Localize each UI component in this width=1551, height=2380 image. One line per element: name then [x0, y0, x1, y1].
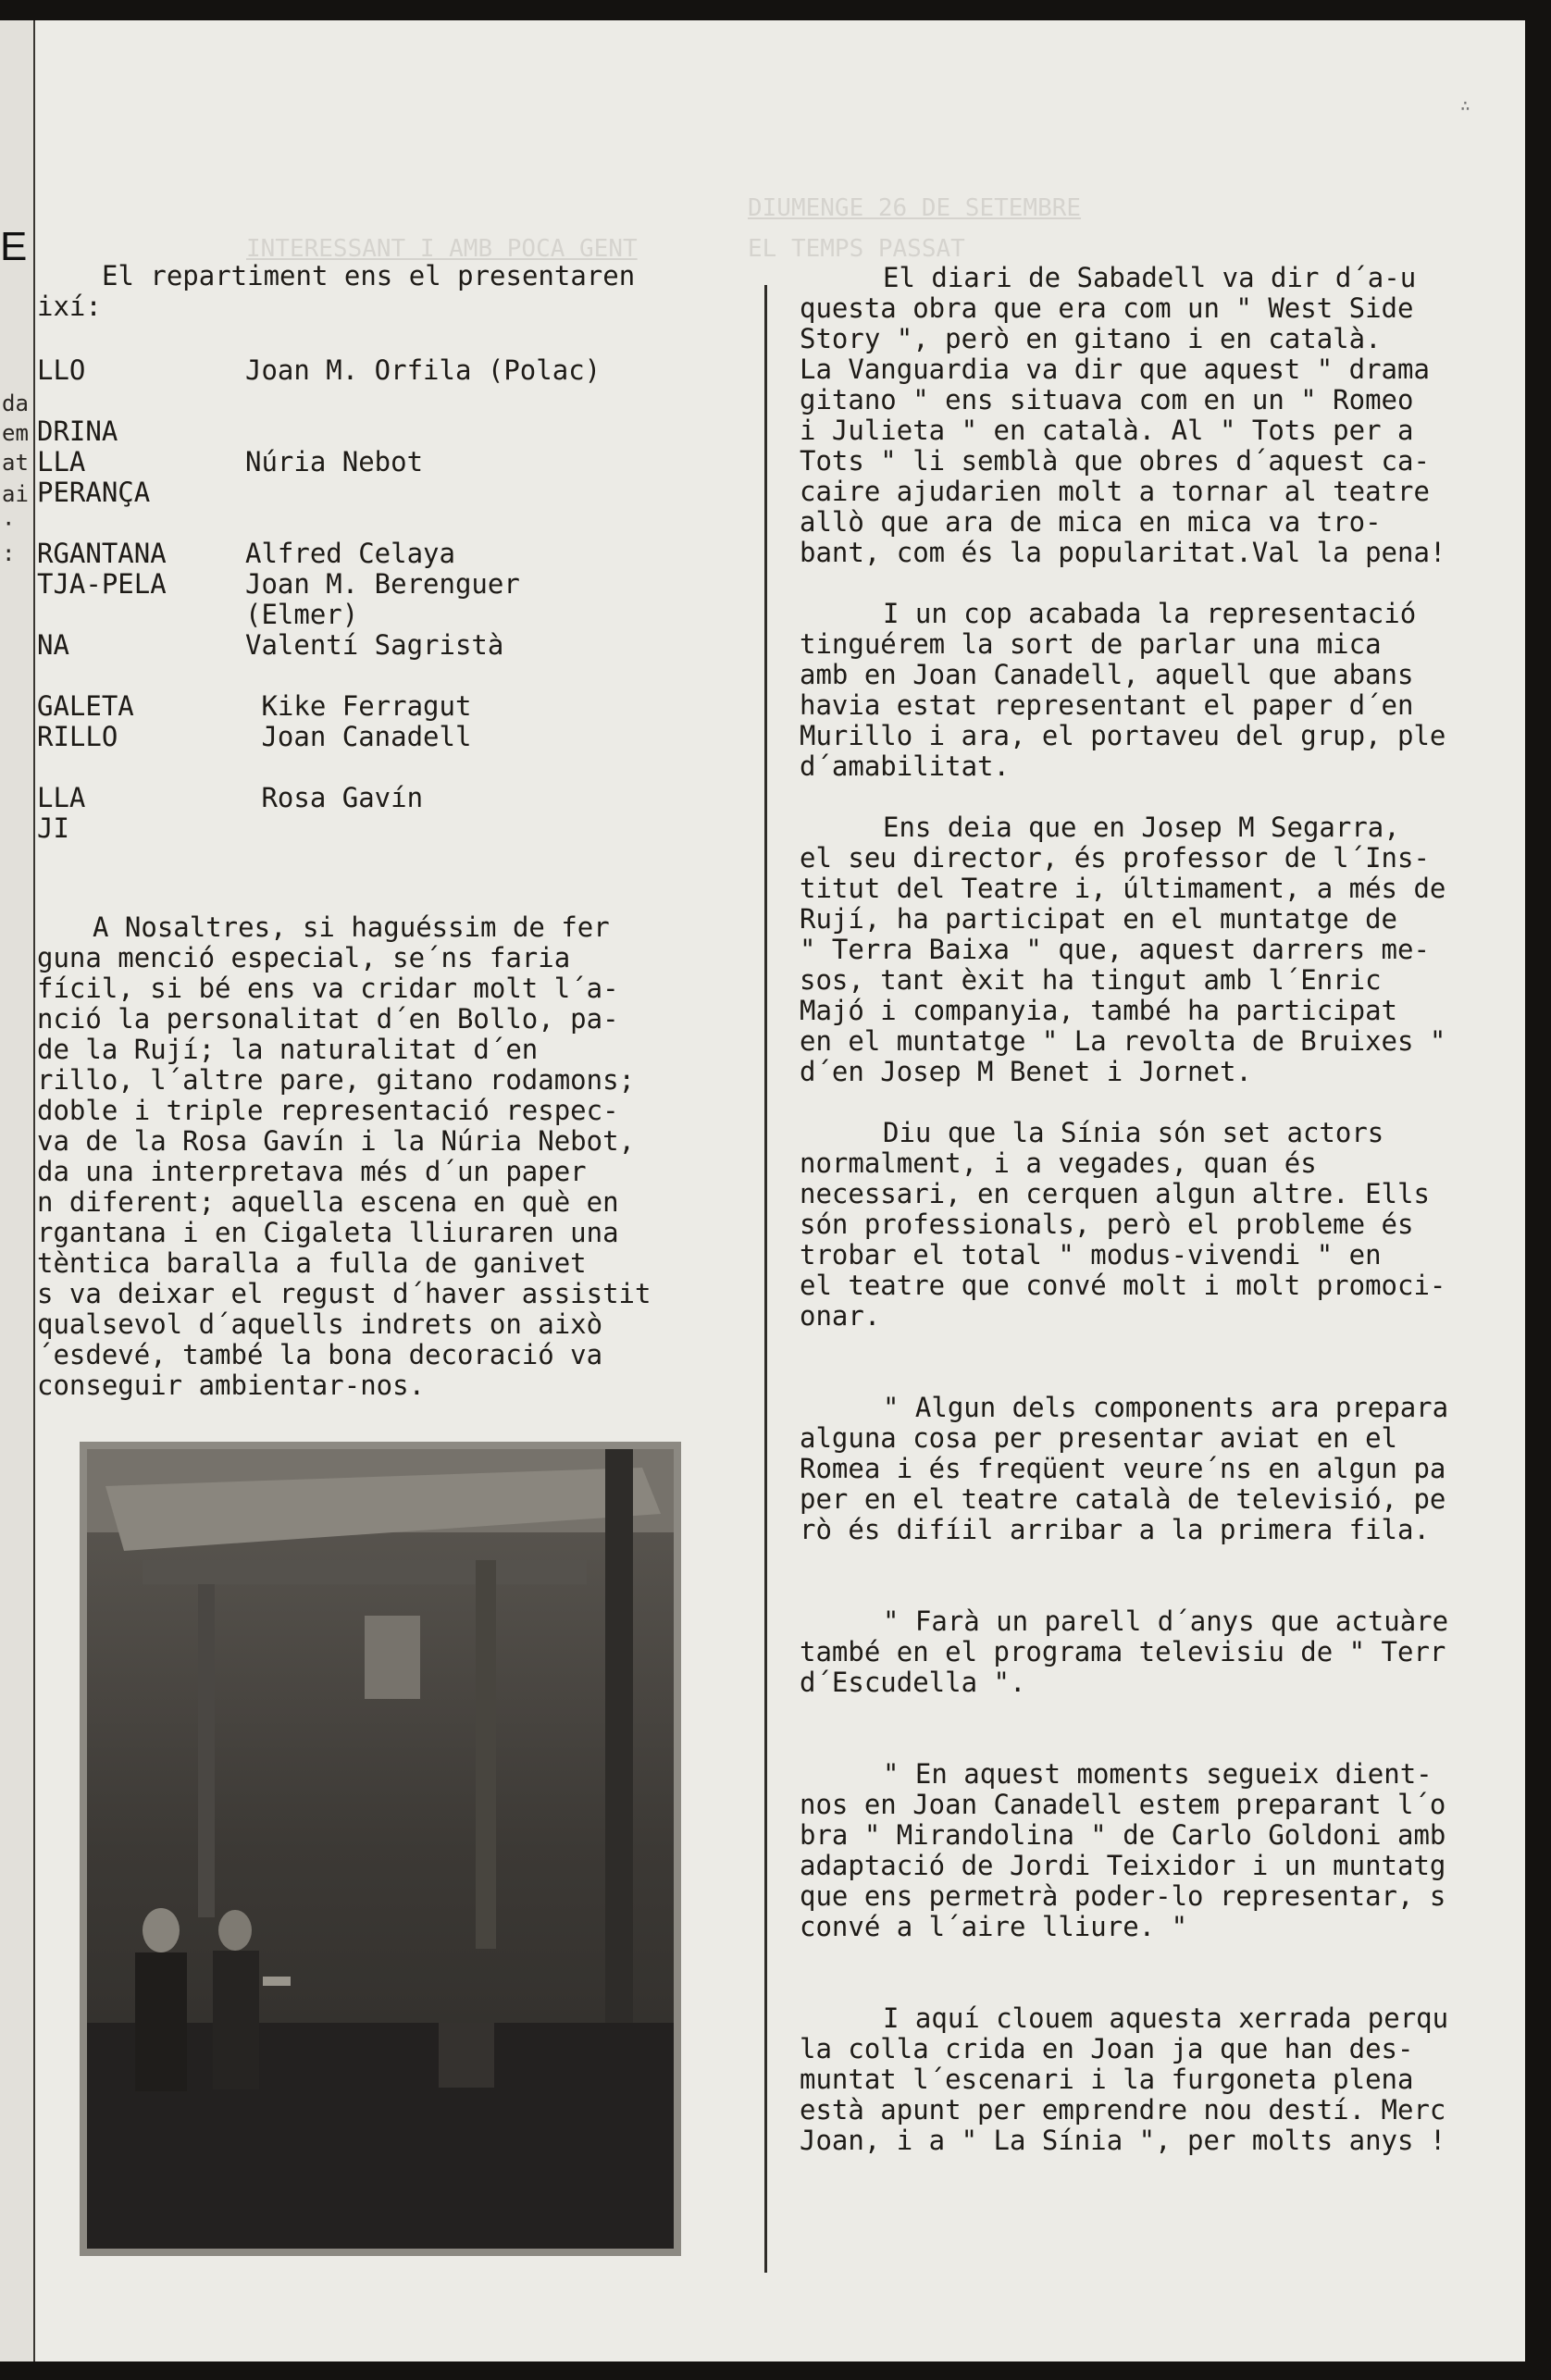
show-through-heading: DIUMENGE 26 DE SETEMBRE [748, 194, 1082, 222]
show-through-heading: INTERESSANT I AMB POCA GENT [246, 235, 638, 263]
cast-row [37, 447, 750, 477]
cast-role: JI [37, 812, 69, 844]
cast-row [37, 783, 750, 813]
right-column [800, 263, 1525, 2187]
stage-photo-image [87, 1449, 674, 2249]
body-paragraph: Diu que la Sínia són set actors normalment, i a vegades, quan és necessari, en cerquen algun altre. Ells són professionals, però el probleme és trobar el total " modus-vivendi " en el teatre que convé molt i molt promoci- onar. [800, 1117, 1446, 1332]
cast-actor: Joan Canadell [245, 721, 472, 752]
cast-actor: Joan M. Berenguer [245, 568, 520, 600]
intro-line: ixí: [37, 291, 102, 322]
body-paragraph: " Farà un parell d´anys que actuàre també en el programa televisiu de " Terr d´Escudella ". [800, 1605, 1449, 1698]
edge-fragment: da [2, 390, 29, 416]
speck-mark: ∴ [1460, 96, 1470, 116]
cast-role: LLA [37, 782, 86, 813]
cast-actor: Joan M. Orfila (Polac) [245, 354, 602, 386]
cast-role: RGANTANA [37, 538, 167, 569]
cast-row [37, 539, 750, 569]
body-paragraph: I aquí clouem aquesta xerrada perqu la colla crida en Joan ja que han des- muntat l´escenari i la furgoneta plena està apunt per emprendre nou destí. Merc Joan, i a " La Sínia ", per molts anys ! [800, 2002, 1449, 2156]
cast-row [37, 813, 750, 844]
cast-row [37, 722, 750, 752]
edge-fragment: · [2, 511, 16, 537]
body-paragraph: El diari de Sabadell va dir d´a-u questa obra que era com un " West Side Story ", però en gitano i en català. La Vanguardia va dir que aquest " drama gitano " ens situava com en un " Romeo i Julieta " en català. Al " Tots per a Tots " li semblà que obres d´aquest ca- caire ajudarien molt a tornar al teatre allò que ara de mica en mica va tro- bant, com és la popularitat.Val la pena! [800, 262, 1446, 568]
body-paragraph: " En aquest moments segueix dient- nos en Joan Canadell estem preparant l´o bra " Mirandolina " de Carlo Goldoni amb adaptació de Jordi Teixidor i un muntatg que ens permetrà poder-lo representar, s convé a l´aire lliure. " [800, 1758, 1446, 1942]
cast-role: LLO [37, 354, 86, 386]
cast-row [37, 416, 750, 447]
cast-row [37, 569, 750, 600]
cast-row [37, 691, 750, 722]
intro-line: El repartiment ens el presentaren [102, 260, 636, 291]
cast-actor: (Elmer) [245, 599, 359, 630]
cast-role: PERANÇA [37, 477, 151, 508]
cast-actor: Núria Nebot [245, 446, 424, 477]
body-paragraph: Ens deia que en Josep M Segarra, el seu director, és professor de l´Ins- titut del Teatre i, últimament, a més de Rují, ha participat en el muntatge de " Terra Baixa " que, aquest darrers me- sos, tant èxit ha tingut amb l´Enric Majó i companyia, també ha participat en el muntatge " La revolta de Bruixes " d´en Josep M Benet i Jornet. [800, 812, 1446, 1087]
cast-role [37, 600, 245, 630]
body-paragraph: " Algun dels components ara prepara alguna cosa per presentar aviat en el Romea i és freqüent veure´ns en algun pa per en el teatre català de televisió, pe rò és difíil arribar a la primera fila. [800, 1392, 1449, 1545]
cast-role: NA [37, 629, 69, 661]
body-paragraph: I un cop acabada la representació tinguérem la sort de parlar una mica amb en Joan Canadell, aquell que abans havia estat representant el paper d´en Murillo i ara, el portaveu del grup, ple d´amabilitat. [800, 598, 1446, 782]
cast-role: LLA [37, 446, 86, 477]
document-page [0, 20, 1525, 2361]
left-column [37, 261, 750, 1401]
cast-actor: Alfred Celaya [245, 538, 455, 569]
edge-fragment: at [2, 450, 29, 476]
cast-row [37, 477, 750, 508]
cast-role: GALETA [37, 690, 134, 722]
cast-role: RILLO [37, 721, 118, 752]
cast-role: DRINA [37, 415, 118, 447]
body-paragraph: A Nosaltres, si haguéssim de fer guna menció especial, se´ns faria fícil, si bé ens va cridar molt l´a- nció la personalitat d´en Bollo, pa- de la Rují; la naturalitat d´en rillo, l´altre pare, gitano rodamons; doble i triple representació respec- va de la Rosa Gavín i la Núria Nebot, da una interpretava més d´un paper n diferent; aquella escena en què en rgantana i en Cigaleta lliuraren una tèntica baralla a fulla de ganivet s va deixar el regust d´haver assistit qualsevol d´aquells indrets on això ´esdevé, també la bona decoració va conseguir ambientar-nos. [37, 911, 651, 1401]
edge-letter: E [0, 224, 28, 269]
cast-role: TJA-PELA [37, 568, 167, 600]
cast-actor: Kike Ferragut [245, 690, 472, 722]
column-divider [764, 285, 767, 2273]
edge-fragment: : [2, 540, 16, 566]
show-through-heading: EL TEMPS PASSAT [748, 235, 965, 263]
cast-row [37, 355, 750, 386]
edge-fragment: ai [2, 481, 29, 507]
stage-photo [80, 1442, 681, 2256]
cast-row [37, 630, 750, 661]
cast-actor: Rosa Gavín [245, 782, 424, 813]
edge-fragment: em [2, 420, 29, 446]
cast-actor: Valentí Sagristà [245, 629, 504, 661]
cast-row [37, 600, 750, 630]
previous-page-edge [0, 20, 35, 2361]
